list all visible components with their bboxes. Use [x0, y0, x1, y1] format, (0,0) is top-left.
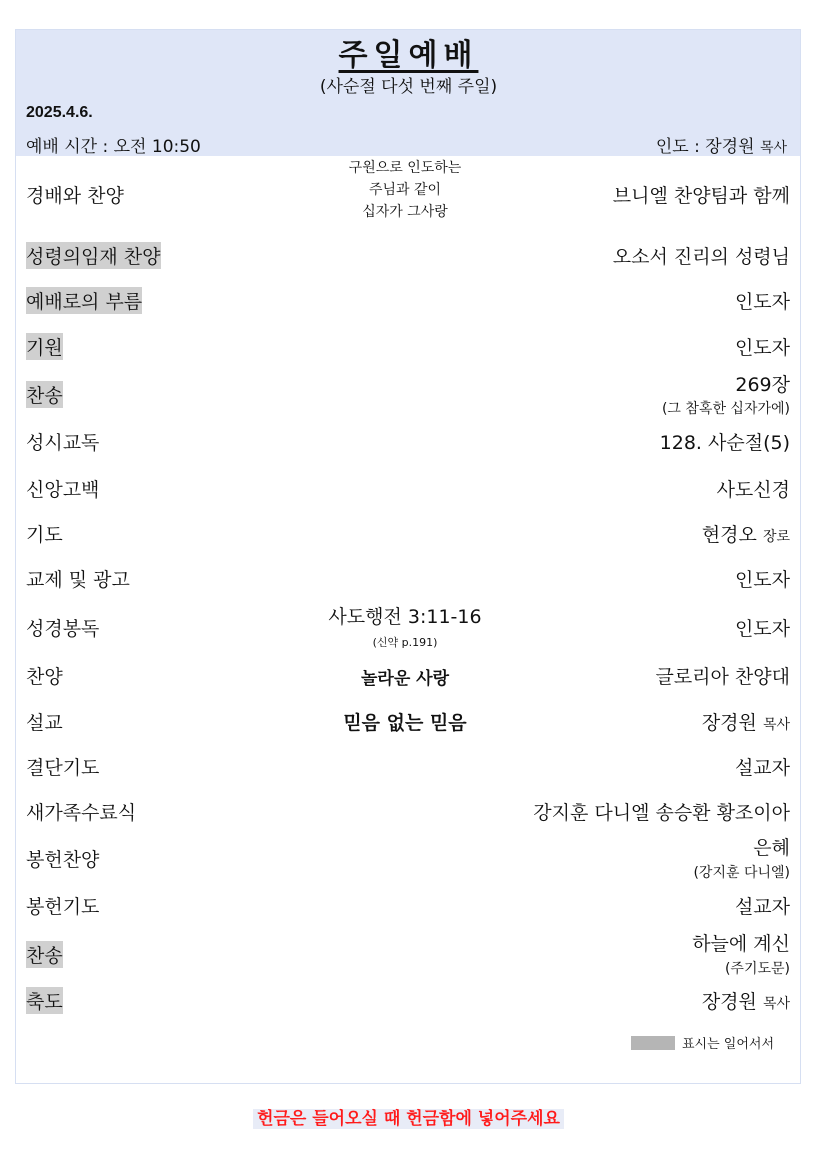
- order-value: 269장: [735, 374, 790, 396]
- service-time: 예배 시간 : 오전 10:50: [26, 137, 201, 157]
- scripture-reference: 사도행전 3:11-16: [328, 606, 482, 628]
- order-value: 현경오 장로: [701, 524, 790, 546]
- standing-legend-text: 표시는 일어서서: [682, 1037, 775, 1052]
- order-value: 인도자: [734, 337, 790, 359]
- order-note: (그 참혹한 십자가에): [661, 401, 790, 417]
- order-label: 축도: [26, 987, 63, 1014]
- order-label: 기도: [26, 524, 63, 546]
- order-value: 설교자: [734, 896, 790, 918]
- order-value: 하늘에 계신: [692, 933, 790, 955]
- song-list: 구원으로 인도하는 주님과 같이 십자가 그사랑: [348, 160, 462, 220]
- order-value: 사도신경: [716, 479, 790, 501]
- order-label: 예배로의 부름: [26, 287, 142, 314]
- order-note: (주기도문): [724, 961, 790, 977]
- order-note: (강지훈 다니엘): [693, 865, 790, 881]
- order-label: 새가족수료식: [26, 802, 137, 824]
- order-label: 기원: [26, 333, 63, 360]
- order-value: 강지훈 다니엘 송승환 황조이아: [533, 802, 790, 824]
- order-value: 인도자: [734, 569, 790, 591]
- order-label: 봉헌기도: [26, 896, 100, 918]
- order-label: 찬송: [26, 941, 63, 968]
- order-label: 봉헌찬양: [26, 849, 100, 871]
- order-value: 은혜: [753, 837, 790, 859]
- sermon-title: 믿음 없는 믿음: [343, 712, 467, 734]
- offering-notice: 헌금은 들어오실 때 헌금함에 넣어주세요: [0, 1104, 817, 1129]
- order-label: 설교: [26, 712, 63, 734]
- service-date: 2025.4.6.: [26, 104, 93, 121]
- order-label: 찬송: [26, 381, 63, 408]
- order-value: 인도자: [734, 618, 790, 640]
- order-value: 오소서 진리의 성령님: [612, 246, 790, 268]
- order-value: 글로리아 찬양대: [655, 666, 790, 688]
- order-label: 찬양: [26, 666, 63, 688]
- page-title: 주일예배: [338, 38, 479, 73]
- page-subtitle: (사순절 다섯 번째 주일): [319, 77, 498, 97]
- order-value: 인도자: [734, 291, 790, 313]
- order-label: 성시교독: [26, 432, 100, 454]
- order-value: 설교자: [734, 757, 790, 779]
- order-label: 결단기도: [26, 757, 100, 779]
- order-value: 브니엘 찬양팀과 함께: [612, 185, 790, 207]
- order-label: 성경봉독: [26, 618, 100, 640]
- order-value: 128. 사순절(5): [659, 432, 790, 454]
- order-label: 교제 및 광고: [26, 569, 130, 591]
- order-value: 장경원 목사: [701, 712, 790, 734]
- order-label: 성령의임재 찬양: [26, 242, 161, 269]
- order-value: 장경원 목사: [701, 991, 790, 1013]
- service-leader: 인도 : 장경원 목사: [655, 137, 787, 157]
- standing-legend-swatch: [631, 1036, 675, 1050]
- scripture-page: (신약 p.191): [372, 636, 438, 649]
- order-label: 경배와 찬양: [26, 185, 124, 207]
- order-label: 신앙고백: [26, 479, 100, 501]
- anthem-title: 놀라운 사랑: [360, 669, 450, 689]
